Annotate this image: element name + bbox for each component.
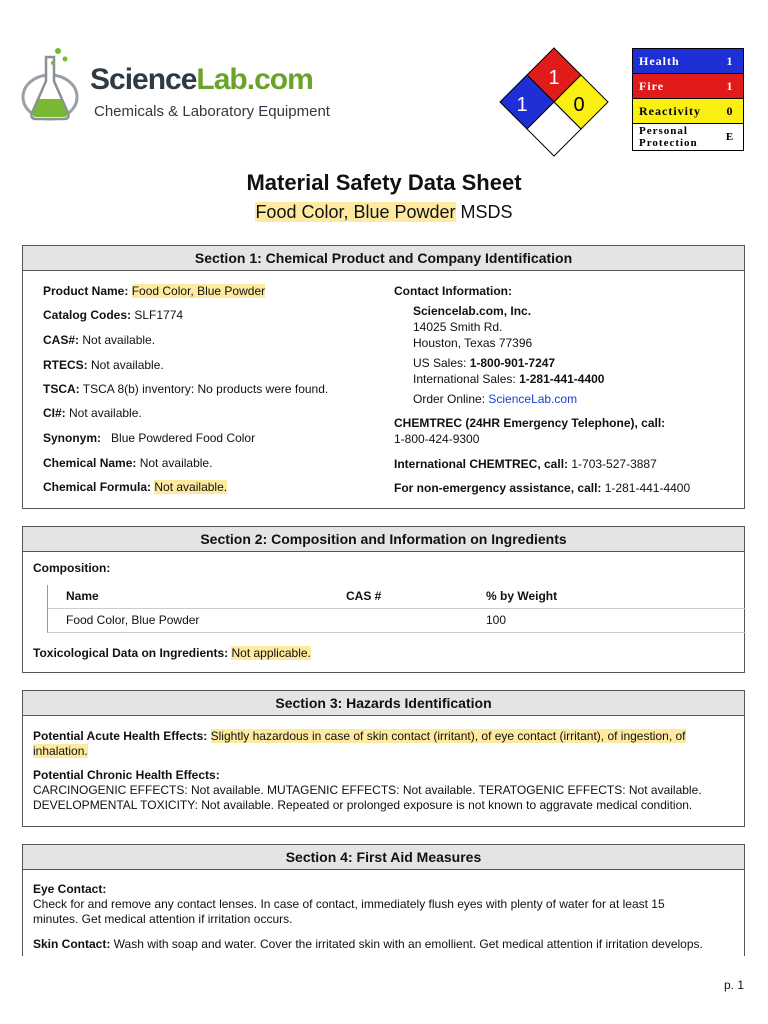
chemtrec-phone: 1-800-424-9300 [394,432,480,446]
section-2 [22,526,745,673]
reactivity-row [633,99,744,124]
toxicological-data-field: Toxicological Data on Ingredients: Not applicable. [33,646,311,660]
intl-chemtrec-field: International CHEMTREC, call: 1-703-527-3887 [394,457,657,471]
sciencelab-link[interactable]: ScienceLab.com [488,392,578,406]
chemtrec-label: CHEMTREC (24HR Emergency Telephone), call: [394,416,666,430]
health-value: 1 [717,49,744,74]
us-sales-phone: US Sales: 1-800-901-7247 [413,356,556,370]
eye-contact-instructions: Eye Contact: Check for and remove any contact lenses. In case of contact, immediately flush eyes with plenty of water for at least 15 minutes. Get medical attention if irritation occurs. [33,882,665,926]
reactivity-value: 0 [717,99,744,124]
column-header-weight: % by Weight [486,589,558,603]
nfpa-reactivity-value: 0 [573,94,585,116]
product-name-highlight: Food Color, Blue Powder [255,202,456,222]
order-online: Order Online: ScienceLab.com [413,392,578,406]
ingredient-weight: 100 [486,613,507,627]
catalog-code-field: Catalog Codes: SLF1774 [43,308,184,322]
document-subtitle: Food Color, Blue Powder MSDS [255,202,513,222]
address-line-1: 14025 Smith Rd. [413,320,503,334]
section-4 [22,844,745,956]
table-header-row [48,585,746,609]
chronic-health-effects: Potential Chronic Health Effects: CARCINOGENIC EFFECTS: Not available. MUTAGENIC EFFECTS: Not available. TERATOGENIC EFFECTS: Not available. DEVELOPMENTAL TOXICITY: Not available. Repeated or prolonged exposure is not known to aggravate medical condition. [33,768,702,812]
cas-field: CAS#: Not available. [43,333,156,347]
health-row [633,49,744,74]
logo-wordmark: ScienceLab.com [90,63,313,96]
ingredient-name: Food Color, Blue Powder [66,613,200,627]
fire-label: Fire [633,74,718,99]
column-header-cas: CAS # [346,589,382,603]
ppe-row [633,124,744,151]
tsca-field: TSCA: TSCA 8(b) inventory: No products were found. [43,382,329,396]
chemical-formula-field: Chemical Formula: Not available. [43,480,228,494]
table-row [48,609,746,632]
non-emergency-field: For non-emergency assistance, call: 1-281-441-4400 [394,481,691,495]
logo-tagline: Chemicals & Laboratory Equipment [94,103,330,120]
reactivity-label: Reactivity [633,99,718,124]
flask-icon [20,45,90,135]
composition-table [47,585,746,633]
company-name: Sciencelab.com, Inc. [413,304,532,318]
contact-info-label: Contact Information: [394,284,512,298]
section-2-header: Section 2: Composition and Information on Ingredients [23,527,744,552]
section-3-header: Section 3: Hazards Identification [23,691,744,716]
nfpa-health-value: 1 [516,94,528,116]
ppe-label: Personal Protection [633,124,718,151]
rtecs-field: RTECS: Not available. [43,358,164,372]
column-header-name: Name [66,589,99,603]
section-1-header: Section 1: Chemical Product and Company Identification [23,246,744,271]
nfpa-diamond [498,46,610,164]
section-3 [22,690,745,827]
address-line-2: Houston, Texas 77396 [413,336,533,350]
health-label: Health [633,49,718,74]
intl-sales-phone: International Sales: 1-281-441-4400 [413,372,605,386]
document-title: Material Safety Data Sheet [246,170,522,195]
skin-contact-instructions: Skin Contact: Wash with soap and water. Cover the irritated skin with an emollient. Get medical attention if irritation develops. [33,937,703,951]
fire-row [633,74,744,99]
composition-label: Composition: [33,561,111,575]
acute-health-effects: Potential Acute Health Effects: Slightly hazardous in case of skin contact (irritant), of eye contact (irritant), of ingestion, of inhalation. [33,729,686,758]
page-number: p. 1 [723,978,744,992]
ppe-value: E [717,124,744,151]
fire-value: 1 [717,74,744,99]
ci-field: CI#: Not available. [43,406,142,420]
product-name-field: Product Name: Food Color, Blue Powder [43,284,266,298]
sciencelab-logo [20,45,330,135]
hazard-rating-table [632,48,744,151]
section-4-header: Section 4: First Aid Measures [23,845,744,870]
synonym-field: Synonym: Blue Powdered Food Color [43,431,256,445]
section-1 [22,245,745,509]
chemical-name-field: Chemical Name: Not available. [43,456,213,470]
nfpa-fire-value: 1 [548,67,560,89]
